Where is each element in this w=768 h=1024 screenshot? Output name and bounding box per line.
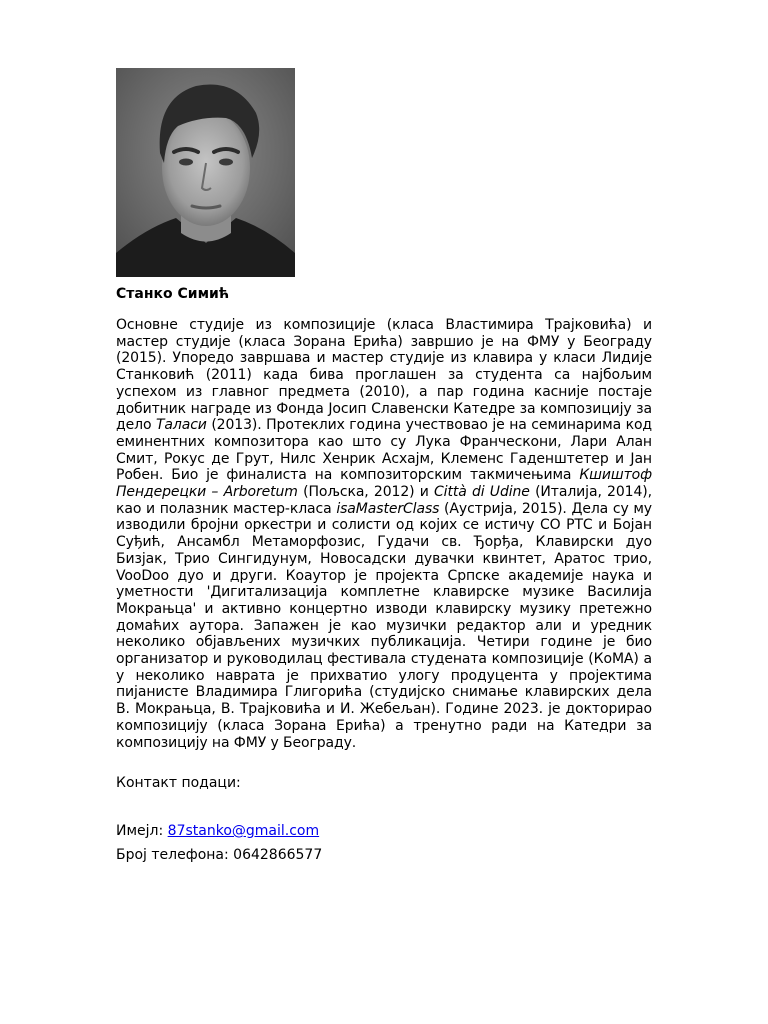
- competition-udine: Città di Udine: [434, 484, 530, 501]
- document-page: [116, 68, 653, 863]
- phone-number: 0642866577: [233, 847, 323, 863]
- contact-email-line: [116, 823, 319, 839]
- contact-heading: Контакт подаци:: [116, 775, 241, 791]
- portrait-photo: [116, 68, 295, 277]
- bio-text-2: (2013). Протеклих година учествовао је на семинарима код еминентних композитора као што су Лука Франческони, Лари Алан Смит, Рокус де Грут, Нилс Хенрик Асхајм, Клеменс Гаденштетер и Јан Робен. Био је финалиста на композиторским такмичењима: [116, 417, 653, 484]
- email-link[interactable]: 87stanko@gmail.com: [167, 823, 320, 839]
- email-label: Имејл:: [116, 823, 168, 839]
- work-title-talasi: Таласи: [155, 417, 207, 434]
- bio-text-1: Основне студије из композиције (класа Властимира Трајковића) и мастер студије (класа Зорана Ерића) завршио је на ФМУ у Београду (2015). Упоредо завршава и мастер студије из клавира у класи Лидије Станковић (2011) када бива проглашен за студента са најбољим успехом из главног предмета (2010), а пар година касније постаје добитник награде из Фонда Јосип Славенски Катедре за композицију за дело: [116, 317, 652, 434]
- contact-phone-line: [116, 847, 322, 863]
- bio-text-3: (Пољска, 2012) и: [297, 484, 434, 501]
- biography-paragraph: [116, 317, 652, 751]
- bio-text-5: (Аустрија, 2015). Дела су му изводили бројни оркестри и солисти од којих се истичу СО РТС и Бојан Суђић, Ансамбл Метаморфозис, Гудачи св. Ђорђа, Клавирски дуо Бизјак, Трио Сингидунум, Новосадски дувачки квинтет, Аратос трио, VooDoo дуо и други. Коаутор је пројекта Српске академије наука и уметности 'Дигитализација комплетне клавирске музике Василија Мокрањца' и активно концертно изводи клавирску музику претежно домаћих аутора. Запажен је као музички редактор али и уредник неколико објављених музичких публикација. Четири године је био организатор и руководилац фестивала студената композиције (КоМА) а у неколико наврата је прихватио улогу продуцента у пројектима пијанисте Владимира Глигорића (студијско снимање клавирских дела В. Мокрањца, В. Трајковића и И. Жебељан). Године 2023. је докторирао композицију (класа Зорана Ерића) а тренутно ради на Катедри за композицију на ФМУ у Београду.: [116, 500, 652, 751]
- bio-text-4: (Италија, 2014), као и полазник мастер-класа: [116, 484, 652, 517]
- phone-label: Број телефона:: [116, 847, 234, 863]
- masterclass-name: isaMasterClass: [336, 500, 440, 517]
- person-name: Станко Симић: [116, 286, 230, 302]
- competition-penderecki: Кшиштоф Пендерецки – Arboretum: [116, 467, 652, 501]
